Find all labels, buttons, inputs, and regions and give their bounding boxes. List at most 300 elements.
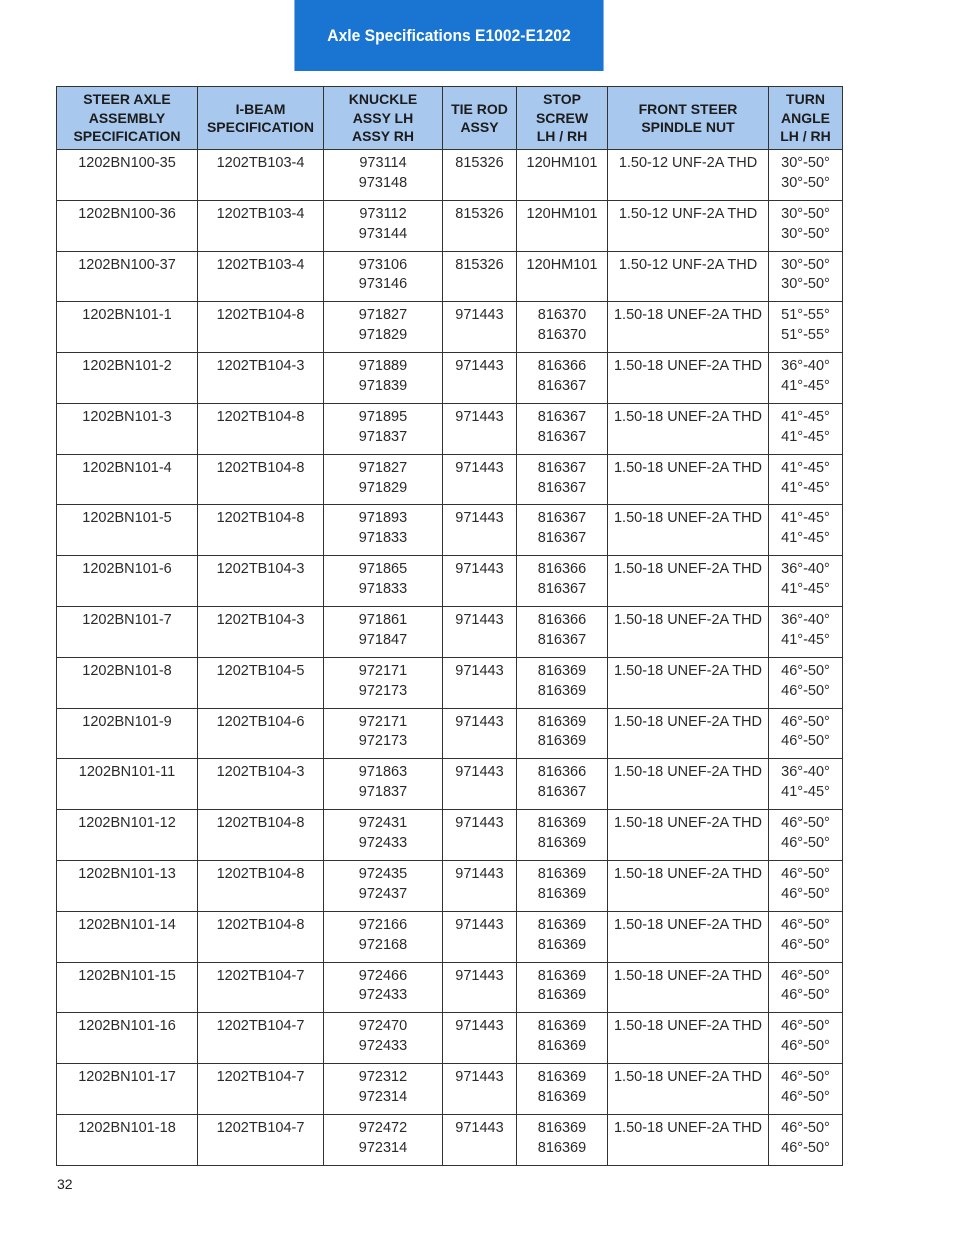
turn-angle-cell: 46°-50° xyxy=(769,1038,843,1063)
assembly-cell xyxy=(57,276,198,301)
knuckle-cell: 971837 xyxy=(324,784,443,809)
table-row xyxy=(57,251,843,276)
tie-rod-cell xyxy=(443,1089,517,1114)
tie-rod-cell xyxy=(443,886,517,911)
stop-screw-cell: 816367 xyxy=(517,429,608,454)
assembly-cell: 1202BN101-9 xyxy=(57,708,198,733)
knuckle-cell: 972433 xyxy=(324,835,443,860)
turn-angle-cell: 36°-40° xyxy=(769,556,843,581)
stop-screw-cell: 816369 xyxy=(517,860,608,885)
knuckle-cell: 971865 xyxy=(324,556,443,581)
turn-angle-cell: 30°-50° xyxy=(769,175,843,200)
assembly-cell xyxy=(57,530,198,555)
knuckle-cell: 971895 xyxy=(324,403,443,428)
stop-screw-cell: 816367 xyxy=(517,454,608,479)
table-row xyxy=(57,530,843,555)
assembly-cell xyxy=(57,886,198,911)
table-row xyxy=(57,556,843,581)
tie-rod-cell xyxy=(443,937,517,962)
turn-angle-cell: 41°-45° xyxy=(769,403,843,428)
turn-angle-cell: 46°-50° xyxy=(769,657,843,682)
tie-rod-cell: 971443 xyxy=(443,454,517,479)
stop-screw-cell: 816367 xyxy=(517,632,608,657)
assembly-cell: 1202BN100-35 xyxy=(57,150,198,175)
i-beam-cell: 1202TB104-8 xyxy=(198,810,324,835)
tie-rod-cell xyxy=(443,429,517,454)
spindle-nut-cell xyxy=(608,784,769,809)
spindle-nut-cell xyxy=(608,937,769,962)
header-line: TIE ROD xyxy=(451,100,508,117)
header-line: TURN xyxy=(786,91,825,108)
assembly-cell xyxy=(57,784,198,809)
assembly-cell xyxy=(57,987,198,1012)
i-beam-cell: 1202TB104-6 xyxy=(198,708,324,733)
turn-angle-cell: 36°-40° xyxy=(769,607,843,632)
turn-angle-cell: 41°-45° xyxy=(769,784,843,809)
knuckle-cell: 973144 xyxy=(324,226,443,251)
tie-rod-cell xyxy=(443,683,517,708)
i-beam-cell xyxy=(198,530,324,555)
spindle-nut-cell: 1.50-18 UNEF-2A THD xyxy=(608,302,769,327)
knuckle-cell: 973114 xyxy=(324,150,443,175)
spindle-nut-cell xyxy=(608,581,769,606)
tie-rod-cell xyxy=(443,276,517,301)
stop-screw-cell: 816369 xyxy=(517,1140,608,1165)
stop-screw-cell: 816369 xyxy=(517,886,608,911)
table-row xyxy=(57,454,843,479)
assembly-cell: 1202BN101-11 xyxy=(57,759,198,784)
assembly-cell: 1202BN101-18 xyxy=(57,1114,198,1139)
stop-screw-cell: 816369 xyxy=(517,962,608,987)
spindle-nut-cell: 1.50-18 UNEF-2A THD xyxy=(608,556,769,581)
stop-screw-cell: 816367 xyxy=(517,530,608,555)
axle-spec-table xyxy=(56,86,843,1166)
turn-angle-cell: 46°-50° xyxy=(769,886,843,911)
turn-angle-cell: 46°-50° xyxy=(769,987,843,1012)
spindle-nut-cell xyxy=(608,327,769,352)
header-line: ASSY RH xyxy=(352,128,414,145)
knuckle-cell: 972168 xyxy=(324,937,443,962)
tie-rod-cell: 971443 xyxy=(443,962,517,987)
spindle-nut-cell xyxy=(608,226,769,251)
spindle-nut-cell xyxy=(608,886,769,911)
spindle-nut-cell: 1.50-18 UNEF-2A THD xyxy=(608,505,769,530)
assembly-cell: 1202BN100-36 xyxy=(57,200,198,225)
i-beam-cell xyxy=(198,835,324,860)
assembly-cell: 1202BN101-4 xyxy=(57,454,198,479)
knuckle-cell: 971827 xyxy=(324,302,443,327)
stop-screw-cell: 816367 xyxy=(517,505,608,530)
i-beam-cell: 1202TB104-3 xyxy=(198,759,324,784)
spindle-nut-cell xyxy=(608,429,769,454)
stop-screw-cell: 816369 xyxy=(517,937,608,962)
knuckle-cell: 972433 xyxy=(324,987,443,1012)
knuckle-cell: 972312 xyxy=(324,1064,443,1089)
tie-rod-cell: 971443 xyxy=(443,1064,517,1089)
turn-angle-cell: 30°-50° xyxy=(769,200,843,225)
spindle-nut-cell: 1.50-18 UNEF-2A THD xyxy=(608,1064,769,1089)
knuckle-cell: 973112 xyxy=(324,200,443,225)
table-row xyxy=(57,175,843,200)
i-beam-cell xyxy=(198,1089,324,1114)
i-beam-cell xyxy=(198,683,324,708)
spindle-nut-cell: 1.50-18 UNEF-2A THD xyxy=(608,962,769,987)
table-row xyxy=(57,1064,843,1089)
stop-screw-cell: 816369 xyxy=(517,657,608,682)
header-line: STEER AXLE xyxy=(83,91,171,108)
i-beam-header xyxy=(198,87,324,150)
spindle-nut-cell: 1.50-18 UNEF-2A THD xyxy=(608,708,769,733)
tie-rod-cell: 971443 xyxy=(443,657,517,682)
spindle-nut-cell: 1.50-18 UNEF-2A THD xyxy=(608,860,769,885)
assembly-cell: 1202BN101-14 xyxy=(57,911,198,936)
table-row xyxy=(57,378,843,403)
tie-rod-cell: 971443 xyxy=(443,810,517,835)
assembly-cell: 1202BN101-15 xyxy=(57,962,198,987)
stop-screw-cell: 816367 xyxy=(517,784,608,809)
knuckle-cell: 973106 xyxy=(324,251,443,276)
table-row xyxy=(57,429,843,454)
turn-angle-cell: 41°-45° xyxy=(769,454,843,479)
table-row xyxy=(57,657,843,682)
table-row xyxy=(57,226,843,251)
knuckle-cell: 971829 xyxy=(324,480,443,505)
tie-rod-cell xyxy=(443,226,517,251)
turn-angle-cell: 46°-50° xyxy=(769,1089,843,1114)
knuckle-cell: 972314 xyxy=(324,1140,443,1165)
turn-angle-cell: 30°-50° xyxy=(769,150,843,175)
assembly-cell xyxy=(57,378,198,403)
spindle-nut-cell: 1.50-12 UNF-2A THD xyxy=(608,251,769,276)
assembly-cell xyxy=(57,937,198,962)
table-row xyxy=(57,708,843,733)
header-line: SPINDLE NUT xyxy=(641,119,735,135)
table-row xyxy=(57,200,843,225)
tie-rod-cell: 971443 xyxy=(443,911,517,936)
knuckle-cell: 972470 xyxy=(324,1013,443,1038)
tie-rod-cell: 971443 xyxy=(443,505,517,530)
header-line: LH / RH xyxy=(780,128,831,145)
header-line: ASSY LH xyxy=(352,109,414,126)
header-line: SPECIFICATION xyxy=(73,128,181,145)
tie-rod-cell xyxy=(443,784,517,809)
stop-screw-cell: 816369 xyxy=(517,683,608,708)
spindle-nut-cell: 1.50-18 UNEF-2A THD xyxy=(608,454,769,479)
i-beam-cell: 1202TB104-8 xyxy=(198,403,324,428)
knuckle-cell: 971837 xyxy=(324,429,443,454)
tie-rod-cell xyxy=(443,378,517,403)
assembly-cell: 1202BN101-16 xyxy=(57,1013,198,1038)
stop-screw-cell: 120HM101 xyxy=(517,150,608,175)
turn-angle-cell: 30°-50° xyxy=(769,276,843,301)
stop-screw-cell: 816367 xyxy=(517,480,608,505)
turn-angle-cell: 36°-40° xyxy=(769,353,843,378)
page-title: Axle Specifications E1002-E1202 xyxy=(294,0,603,71)
i-beam-cell: 1202TB104-8 xyxy=(198,860,324,885)
steer-axle-assembly-header xyxy=(57,87,198,150)
i-beam-cell xyxy=(198,480,324,505)
knuckle-cell: 971827 xyxy=(324,454,443,479)
spindle-nut-cell xyxy=(608,480,769,505)
stop-screw-cell xyxy=(517,226,608,251)
spindle-nut-cell xyxy=(608,378,769,403)
assembly-cell xyxy=(57,581,198,606)
spindle-nut-cell xyxy=(608,733,769,758)
assembly-cell: 1202BN101-13 xyxy=(57,860,198,885)
i-beam-cell xyxy=(198,784,324,809)
stop-screw-cell: 816370 xyxy=(517,327,608,352)
header-line: ASSY xyxy=(460,119,499,135)
assembly-cell xyxy=(57,733,198,758)
knuckle-cell: 972435 xyxy=(324,860,443,885)
turn-angle-cell: 41°-45° xyxy=(769,632,843,657)
i-beam-cell: 1202TB104-7 xyxy=(198,1064,324,1089)
assembly-cell xyxy=(57,480,198,505)
i-beam-cell: 1202TB104-7 xyxy=(198,962,324,987)
spindle-nut-cell xyxy=(608,175,769,200)
stop-screw-cell: 816366 xyxy=(517,759,608,784)
table-row xyxy=(57,987,843,1012)
stop-screw-cell: 816369 xyxy=(517,708,608,733)
knuckle-cell: 972173 xyxy=(324,683,443,708)
spindle-nut-cell: 1.50-18 UNEF-2A THD xyxy=(608,353,769,378)
table-row xyxy=(57,480,843,505)
tie-rod-cell: 971443 xyxy=(443,403,517,428)
turn-angle-cell: 46°-50° xyxy=(769,733,843,758)
knuckle-cell: 971829 xyxy=(324,327,443,352)
knuckle-cell: 972472 xyxy=(324,1114,443,1139)
spindle-nut-cell: 1.50-18 UNEF-2A THD xyxy=(608,911,769,936)
assembly-cell xyxy=(57,835,198,860)
turn-angle-cell: 36°-40° xyxy=(769,759,843,784)
knuckle-cell: 972466 xyxy=(324,962,443,987)
spindle-nut-cell xyxy=(608,530,769,555)
turn-angle-cell: 41°-45° xyxy=(769,530,843,555)
assembly-cell xyxy=(57,1038,198,1063)
tie-rod-cell xyxy=(443,1140,517,1165)
assembly-cell: 1202BN101-2 xyxy=(57,353,198,378)
stop-screw-cell: 816366 xyxy=(517,353,608,378)
stop-screw-cell: 816367 xyxy=(517,403,608,428)
stop-screw-cell: 816369 xyxy=(517,733,608,758)
stop-screw-cell: 120HM101 xyxy=(517,200,608,225)
stop-screw-cell: 816369 xyxy=(517,911,608,936)
table-row xyxy=(57,403,843,428)
assembly-cell xyxy=(57,1089,198,1114)
table-row xyxy=(57,1140,843,1165)
i-beam-cell xyxy=(198,1038,324,1063)
tie-rod-cell: 815326 xyxy=(443,251,517,276)
knuckle-cell: 972171 xyxy=(324,708,443,733)
turn-angle-cell: 41°-45° xyxy=(769,505,843,530)
knuckle-cell: 971833 xyxy=(324,581,443,606)
stop-screw-cell: 816369 xyxy=(517,1013,608,1038)
spindle-nut-cell: 1.50-18 UNEF-2A THD xyxy=(608,607,769,632)
tie-rod-cell xyxy=(443,733,517,758)
table-row xyxy=(57,632,843,657)
i-beam-cell: 1202TB104-7 xyxy=(198,1114,324,1139)
tie-rod-cell xyxy=(443,480,517,505)
table-row xyxy=(57,784,843,809)
table-row xyxy=(57,1114,843,1139)
tie-rod-cell: 971443 xyxy=(443,1114,517,1139)
table-row xyxy=(57,1089,843,1114)
tie-rod-cell: 815326 xyxy=(443,200,517,225)
turn-angle-cell: 41°-45° xyxy=(769,581,843,606)
assembly-cell xyxy=(57,226,198,251)
tie-rod-cell: 971443 xyxy=(443,1013,517,1038)
tie-rod-cell xyxy=(443,1038,517,1063)
i-beam-cell xyxy=(198,581,324,606)
header-line: STOP xyxy=(543,91,581,108)
i-beam-cell: 1202TB104-3 xyxy=(198,353,324,378)
header-line: ASSEMBLY xyxy=(88,109,166,126)
spindle-nut-cell: 1.50-18 UNEF-2A THD xyxy=(608,403,769,428)
page-number: 32 xyxy=(57,1176,73,1192)
table-row xyxy=(57,302,843,327)
stop-screw-cell: 816369 xyxy=(517,835,608,860)
assembly-cell: 1202BN101-17 xyxy=(57,1064,198,1089)
spindle-nut-cell: 1.50-18 UNEF-2A THD xyxy=(608,759,769,784)
assembly-cell xyxy=(57,327,198,352)
i-beam-cell: 1202TB103-4 xyxy=(198,150,324,175)
knuckle-cell: 972173 xyxy=(324,733,443,758)
i-beam-cell: 1202TB104-5 xyxy=(198,657,324,682)
tie-rod-cell: 971443 xyxy=(443,860,517,885)
stop-screw-cell: 816367 xyxy=(517,378,608,403)
table-row xyxy=(57,327,843,352)
stop-screw-cell: 816370 xyxy=(517,302,608,327)
stop-screw-cell: 816369 xyxy=(517,1038,608,1063)
knuckle-cell: 972314 xyxy=(324,1089,443,1114)
tie-rod-cell: 971443 xyxy=(443,708,517,733)
spindle-nut-header xyxy=(608,87,769,150)
turn-angle-cell: 46°-50° xyxy=(769,860,843,885)
spindle-nut-cell xyxy=(608,632,769,657)
i-beam-cell xyxy=(198,886,324,911)
i-beam-cell: 1202TB103-4 xyxy=(198,200,324,225)
table-row xyxy=(57,937,843,962)
header-line: FRONT STEER xyxy=(638,100,738,117)
knuckle-cell: 972433 xyxy=(324,1038,443,1063)
header-line: LH / RH xyxy=(536,128,588,145)
i-beam-cell xyxy=(198,1140,324,1165)
knuckle-cell: 971861 xyxy=(324,607,443,632)
turn-angle-cell: 51°-55° xyxy=(769,327,843,352)
tie-rod-cell: 971443 xyxy=(443,607,517,632)
tie-rod-cell xyxy=(443,327,517,352)
knuckle-cell: 973146 xyxy=(324,276,443,301)
turn-angle-cell: 46°-50° xyxy=(769,683,843,708)
knuckle-cell: 972166 xyxy=(324,911,443,936)
table-row xyxy=(57,1013,843,1038)
knuckle-assy-header xyxy=(324,87,443,150)
tie-rod-cell xyxy=(443,175,517,200)
i-beam-cell xyxy=(198,987,324,1012)
assembly-cell xyxy=(57,1140,198,1165)
assembly-cell xyxy=(57,429,198,454)
stop-screw-cell xyxy=(517,175,608,200)
turn-angle-cell: 51°-55° xyxy=(769,302,843,327)
turn-angle-cell: 30°-50° xyxy=(769,226,843,251)
table-row xyxy=(57,505,843,530)
spindle-nut-cell xyxy=(608,276,769,301)
turn-angle-cell: 46°-50° xyxy=(769,1140,843,1165)
stop-screw-cell: 816369 xyxy=(517,987,608,1012)
i-beam-cell: 1202TB104-8 xyxy=(198,302,324,327)
tie-rod-header xyxy=(443,87,517,150)
assembly-cell: 1202BN101-5 xyxy=(57,505,198,530)
stop-screw-cell: 816369 xyxy=(517,1064,608,1089)
stop-screw-cell: 816369 xyxy=(517,1114,608,1139)
table-row xyxy=(57,835,843,860)
knuckle-cell: 971889 xyxy=(324,353,443,378)
table-row xyxy=(57,860,843,885)
stop-screw-cell: 816366 xyxy=(517,607,608,632)
tie-rod-cell: 971443 xyxy=(443,759,517,784)
assembly-cell: 1202BN101-1 xyxy=(57,302,198,327)
turn-angle-cell: 46°-50° xyxy=(769,1064,843,1089)
assembly-cell xyxy=(57,683,198,708)
assembly-cell: 1202BN101-6 xyxy=(57,556,198,581)
spindle-nut-cell: 1.50-18 UNEF-2A THD xyxy=(608,657,769,682)
spindle-nut-cell xyxy=(608,835,769,860)
stop-screw-cell: 816369 xyxy=(517,1089,608,1114)
i-beam-cell xyxy=(198,175,324,200)
table-row xyxy=(57,886,843,911)
i-beam-cell xyxy=(198,733,324,758)
turn-angle-cell: 46°-50° xyxy=(769,1114,843,1139)
knuckle-cell: 971863 xyxy=(324,759,443,784)
table-row xyxy=(57,150,843,175)
knuckle-cell: 971833 xyxy=(324,530,443,555)
tie-rod-cell xyxy=(443,835,517,860)
i-beam-cell xyxy=(198,276,324,301)
i-beam-cell: 1202TB104-7 xyxy=(198,1013,324,1038)
tie-rod-cell xyxy=(443,530,517,555)
stop-screw-cell: 816367 xyxy=(517,581,608,606)
i-beam-cell xyxy=(198,632,324,657)
turn-angle-cell: 30°-50° xyxy=(769,251,843,276)
table-row xyxy=(57,810,843,835)
spindle-nut-cell xyxy=(608,683,769,708)
i-beam-cell: 1202TB104-8 xyxy=(198,505,324,530)
stop-screw-cell: 816369 xyxy=(517,810,608,835)
tie-rod-cell: 815326 xyxy=(443,150,517,175)
tie-rod-cell xyxy=(443,987,517,1012)
table-header-row xyxy=(57,87,843,150)
i-beam-cell: 1202TB104-3 xyxy=(198,556,324,581)
tie-rod-cell xyxy=(443,581,517,606)
table-row xyxy=(57,276,843,301)
spindle-nut-cell: 1.50-12 UNF-2A THD xyxy=(608,200,769,225)
tie-rod-cell xyxy=(443,632,517,657)
header-line: ANGLE xyxy=(781,109,830,126)
assembly-cell: 1202BN101-3 xyxy=(57,403,198,428)
turn-angle-cell: 46°-50° xyxy=(769,835,843,860)
table-row xyxy=(57,911,843,936)
table-body xyxy=(57,150,843,1166)
assembly-cell xyxy=(57,175,198,200)
spindle-nut-cell: 1.50-12 UNF-2A THD xyxy=(608,150,769,175)
table-row xyxy=(57,759,843,784)
knuckle-cell: 972437 xyxy=(324,886,443,911)
i-beam-cell: 1202TB103-4 xyxy=(198,251,324,276)
i-beam-cell: 1202TB104-8 xyxy=(198,454,324,479)
spindle-nut-cell: 1.50-18 UNEF-2A THD xyxy=(608,1114,769,1139)
assembly-cell: 1202BN101-8 xyxy=(57,657,198,682)
header-line: I-BEAM xyxy=(235,100,286,117)
